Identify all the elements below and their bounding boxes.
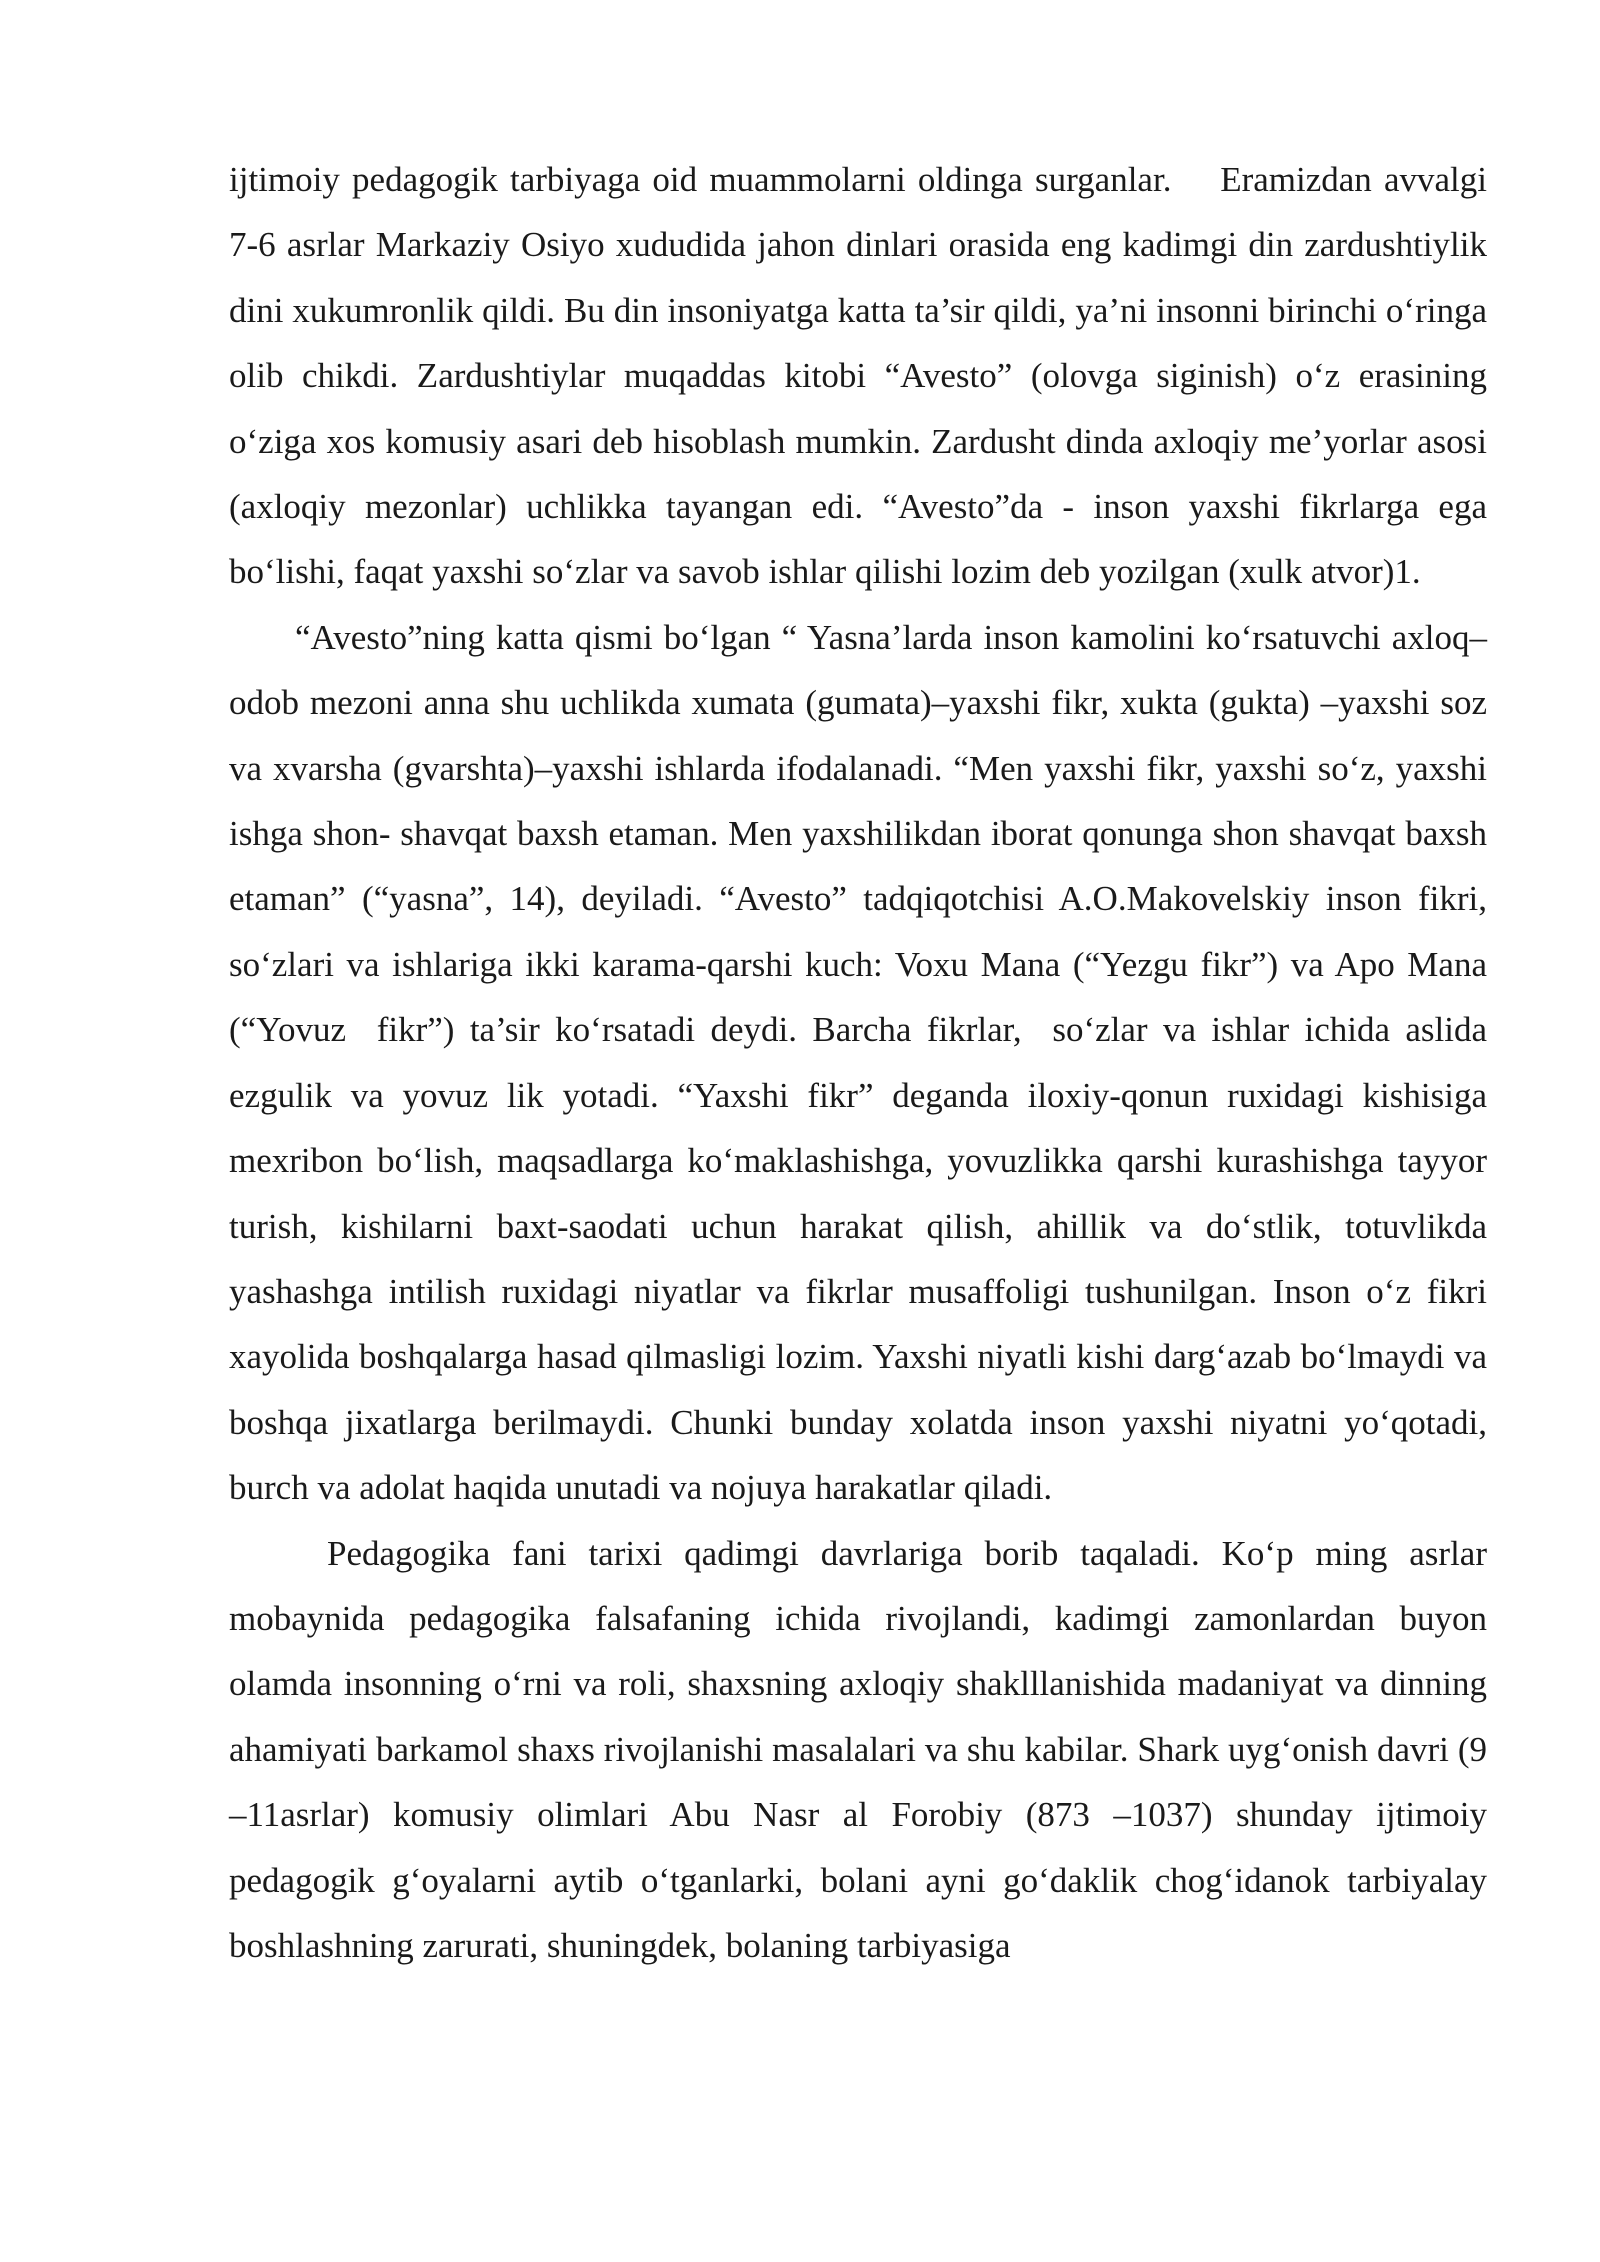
document-page xyxy=(229,147,1487,1978)
paragraph-pedagogika-tarixi: Pedagogika fani tarixi qadimgi davrlariga borib taqaladi. Ko‘p ming asrlar mobaynida pedagogika falsafaning ichida rivojlandi, kadimgi zamonlardan buyon olamda insonning o‘rni va roli, shaxsning axloqiy shaklllanishida madaniyat va dinning ahamiyati barkamol shaxs rivojlanishi masalalari va shu kabilar. Shark uyg‘onish davri (9 –11asrlar) komusiy olimlari Abu Nasr al Forobiy (873 –1037) shunday ijtimoiy pedagogik g‘oyalarni aytib o‘tganlarki, bolani ayni go‘daklik chog‘idanok tarbiyalay boshlashning zarurati, shuningdek, bolaning tarbiyasiga xyxy=(229,1533,1487,1965)
paragraph-zardushtiylik: ijtimoiy pedagogik tarbiyaga oid muammolarni oldinga surganlar. Eramizdan avvalgi 7-6 asrlar Markaziy Osiyo xududida jahon dinlari orasida eng kadimgi din zardushtiylik dini xukumronlik qildi. Bu din insoniyatga katta ta’sir qildi, ya’ni insonni birinchi o‘ringa olib chikdi. Zardushtiylar muqaddas kitobi “Avesto” (olovga siginish) o‘z erasining o‘ziga xos komusiy asari deb hisoblash mumkin. Zardusht dinda axloqiy me’yorlar asosi (axloqiy mezonlar) uchlikka tayangan edi. “Avesto”da - inson yaxshi fikrlarga ega bo‘lishi, faqat yaxshi so‘zlar va savob ishlar qilishi lozim deb yozilgan (xulk atvor)1. xyxy=(229,160,1487,592)
paragraph-avesto-yasna: “Avesto”ning katta qismi bo‘lgan “ Yasna’larda inson kamolini ko‘rsatuvchi axloq–odob mezoni anna shu uchlikda xumata (gumata)–yaxshi fikr, xukta (gukta) –yaxshi soz va xvarsha (gvarshta)–yaxshi ishlarda ifodalanadi. “Men yaxshi fikr, yaxshi so‘z, yaxshi ishga shon- shavqat baxsh etaman. Men yaxshilikdan iborat qonunga shon shavqat baxsh etaman” (“yasna”, 14), deyiladi. “Avesto” tadqiqotchisi A.O.Makovelskiy inson fikri, so‘zlari va ishlariga ikki karama-qarshi kuch: Voxu Mana (“Yezgu fikr”) va Apo Mana (“Yovuz fikr”) ta’sir ko‘rsatadi deydi. Barcha fikrlar, so‘zlar va ishlar ichida aslida ezgulik va yovuz lik yotadi. “Yaxshi fikr” deganda iloxiy-qonun ruxidagi kishisiga mexribon bo‘lish, maqsadlarga ko‘maklashishga, yovuzlikka qarshi kurashishga tayyor turish, kishilarni baxt-saodati uchun harakat qilish, ahillik va do‘stlik, totuvlikda yashashga intilish ruxidagi niyatlar va fikrlar musaffoligi tushunilgan. Inson o‘z fikri xayolida boshqalarga hasad qilmasligi lozim. Yaxshi niyatli kishi darg‘azab bo‘lmaydi va boshqa jixatlarga berilmaydi. Chunki bunday xolatda inson yaxshi niyatni yo‘qotadi, burch va adolat haqida unutadi va nojuya harakatlar qiladi. xyxy=(229,617,1487,1508)
